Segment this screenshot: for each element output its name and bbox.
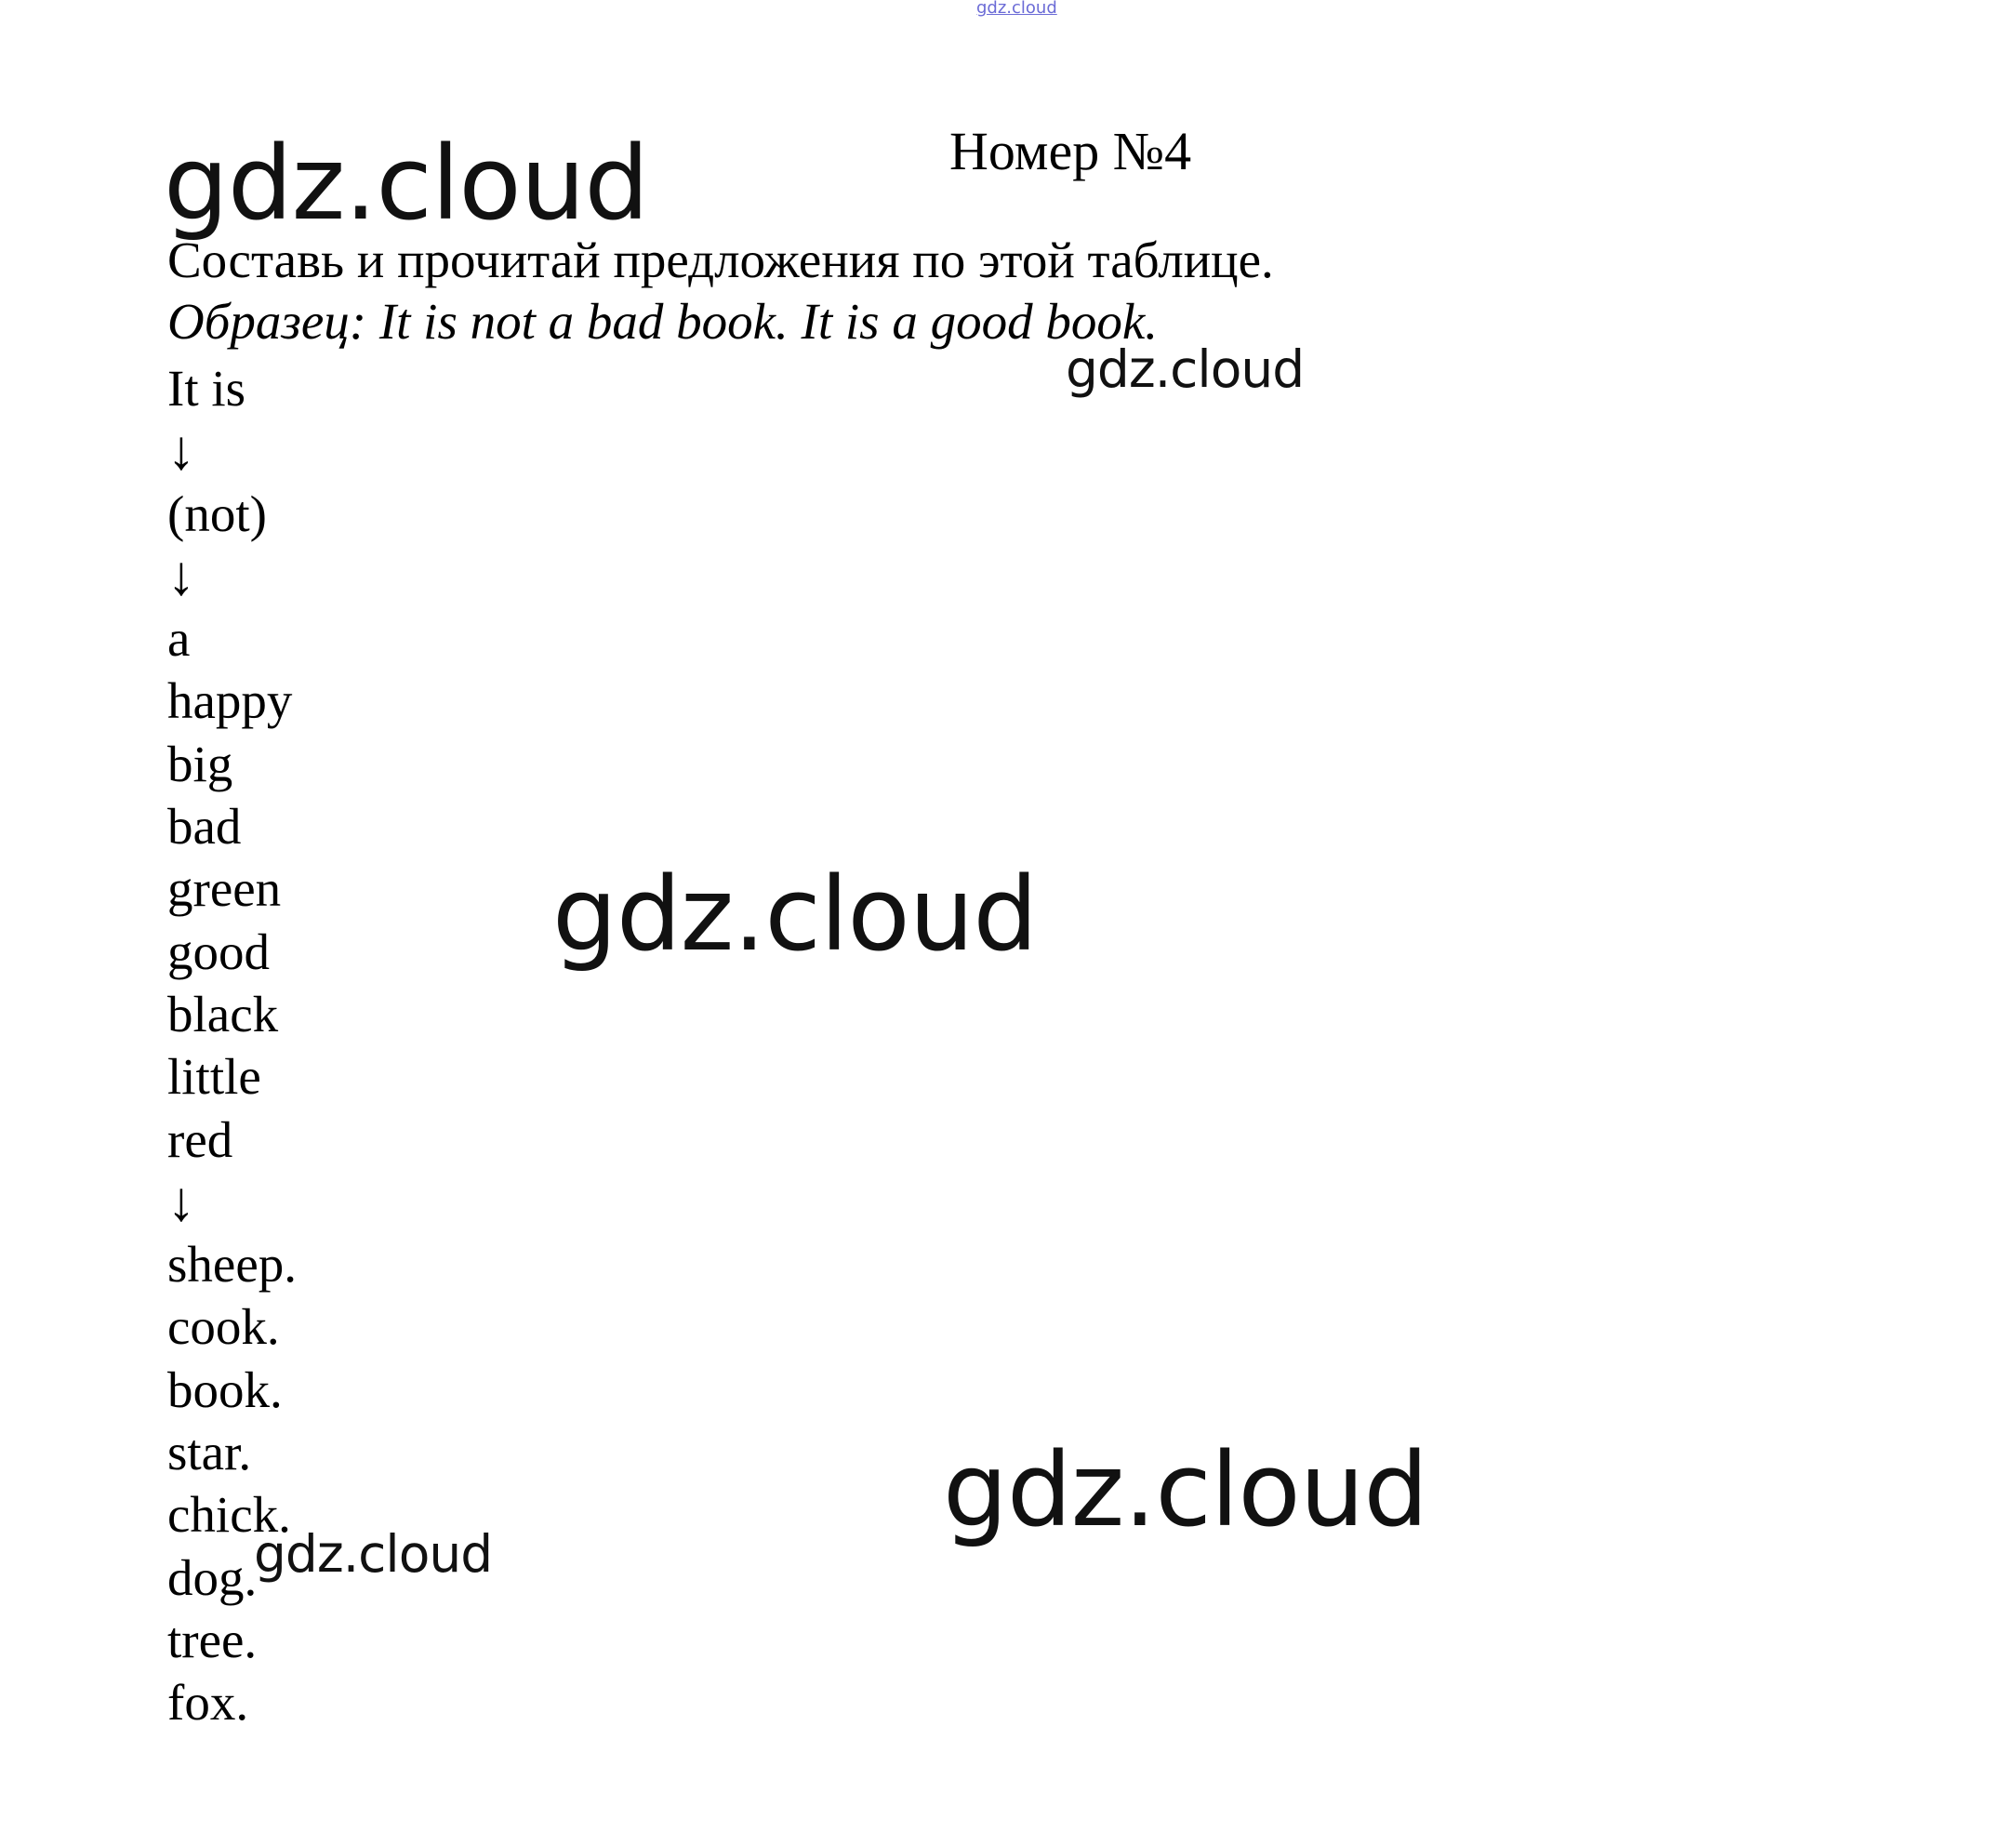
word-item: star. bbox=[167, 1424, 252, 1481]
word-item: dog. bbox=[167, 1548, 258, 1606]
word-item: green bbox=[167, 860, 282, 918]
word-item: happy bbox=[167, 672, 293, 730]
word-item: fox. bbox=[167, 1674, 249, 1732]
down-arrow-icon: ↓ bbox=[167, 544, 195, 606]
exercise-heading: Номер №4 bbox=[949, 121, 1192, 181]
watermark: gdz.cloud bbox=[254, 1524, 493, 1584]
word-item: good bbox=[167, 923, 270, 980]
exercise-instruction: Составь и прочитай предложения по этой таблице. bbox=[167, 232, 1274, 288]
word-item: a bbox=[167, 610, 191, 668]
word-item: little bbox=[167, 1048, 261, 1106]
word-item: black bbox=[167, 985, 279, 1042]
down-arrow-icon: ↓ bbox=[167, 419, 195, 482]
watermark: gdz.cloud bbox=[943, 1430, 1428, 1549]
word-item: chick. bbox=[167, 1486, 291, 1544]
watermark: gdz.cloud bbox=[1066, 339, 1305, 399]
word-item: (not) bbox=[167, 485, 267, 542]
word-item: sheep. bbox=[167, 1236, 297, 1294]
word-item: It is bbox=[167, 360, 246, 417]
watermark: gdz.cloud bbox=[552, 855, 1038, 974]
word-item: tree. bbox=[167, 1611, 258, 1668]
word-item: bad bbox=[167, 798, 242, 856]
word-item: book. bbox=[167, 1361, 283, 1418]
example-sentence: Образец: It is not a bad book. It is a good book. bbox=[167, 293, 1158, 350]
word-item: big bbox=[167, 735, 233, 792]
top-watermark-link[interactable]: gdz.cloud bbox=[976, 0, 1057, 18]
word-item: cook. bbox=[167, 1298, 280, 1356]
word-item: red bbox=[167, 1110, 233, 1168]
down-arrow-icon: ↓ bbox=[167, 1170, 195, 1232]
watermark: gdz.cloud bbox=[164, 124, 649, 243]
